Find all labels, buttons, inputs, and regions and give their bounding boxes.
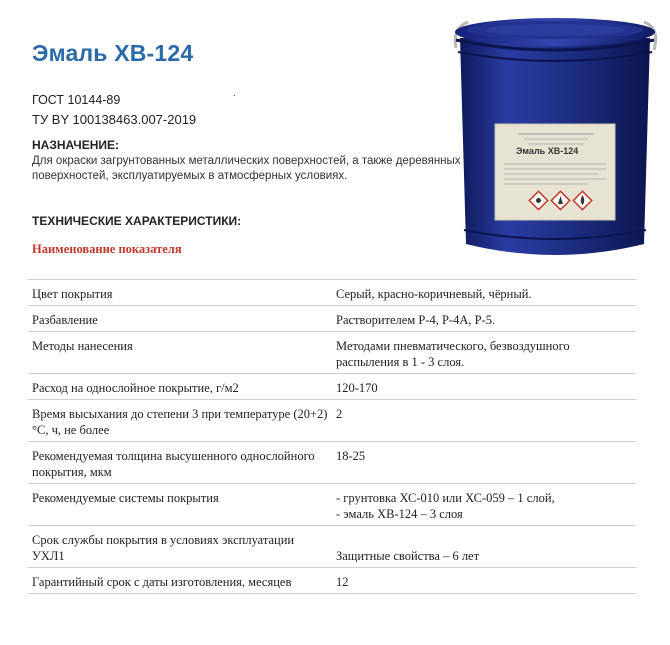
- table-row: [28, 484, 636, 526]
- row-value: Серый, красно-коричневый, чёрный.: [332, 280, 636, 306]
- table-row: [28, 568, 636, 594]
- row-name: Срок службы покрытия в условиях эксплуатации УХЛ1: [28, 526, 332, 568]
- row-name: Время высыхания до степени 3 при температуре (20+2)°С, ч, не более: [28, 400, 332, 442]
- bucket-illustration: [448, 8, 662, 266]
- table-row: [28, 280, 636, 306]
- row-name: Рекомендуемая толщина высушенного однослойного покрытия, мкм: [28, 442, 332, 484]
- row-value: 120-170: [332, 374, 636, 400]
- row-value: Защитные свойства – 6 лет: [332, 526, 636, 568]
- tu-standard: ТУ BY 100138463.007-2019: [32, 112, 197, 127]
- row-value: 2: [332, 400, 636, 442]
- paint-bucket-image: [448, 8, 662, 266]
- row-name: Методы нанесения: [28, 332, 332, 374]
- table-row: [28, 526, 636, 568]
- coating-system-line-1: - грунтовка ХС-010 или ХС-059 – 1 слой,: [336, 491, 555, 505]
- coating-system-line-2: - эмаль ХВ-124 – 3 слоя: [336, 507, 463, 521]
- gost-standard: ГОСТ 10144-89: [32, 93, 121, 107]
- product-title: Эмаль ХВ-124: [32, 40, 194, 66]
- stray-dot: .: [233, 88, 236, 99]
- bucket-label-title: Эмаль ХВ-124: [516, 146, 579, 156]
- row-name: Цвет покрытия: [28, 280, 332, 306]
- row-value: [332, 484, 636, 526]
- hazard-pictograms: [529, 191, 591, 209]
- table-row: [28, 332, 636, 374]
- row-value: 18-25: [332, 442, 636, 484]
- tech-heading: ТЕХНИЧЕСКИЕ ХАРАКТЕРИСТИКИ:: [32, 214, 242, 228]
- table-row: [28, 306, 636, 332]
- row-value: 12: [332, 568, 636, 594]
- param-heading: Наименование показателя: [32, 242, 182, 256]
- row-value: Методами пневматического, безвоздушного распыления в 1 - 3 слоя.: [332, 332, 636, 374]
- table-row: [28, 400, 636, 442]
- row-value: Растворителем Р-4, Р-4А, Р-5.: [332, 306, 636, 332]
- purpose-text: Для окраски загрунтованных металлических поверхностей, а также деревянных поверхностей, эксплуатируемых в атмосферных условиях.: [32, 155, 461, 182]
- purpose-heading: НАЗНАЧЕНИЕ:: [32, 138, 119, 152]
- row-name: Расход на однослойное покрытие, г/м2: [28, 374, 332, 400]
- row-name: Рекомендуемые системы покрытия: [28, 484, 332, 526]
- row-name: Разбавление: [28, 306, 332, 332]
- table-row: [28, 442, 636, 484]
- table-row: [28, 374, 636, 400]
- spec-table: [28, 279, 636, 594]
- row-name: Гарантийный срок с даты изготовления, месяцев: [28, 568, 332, 594]
